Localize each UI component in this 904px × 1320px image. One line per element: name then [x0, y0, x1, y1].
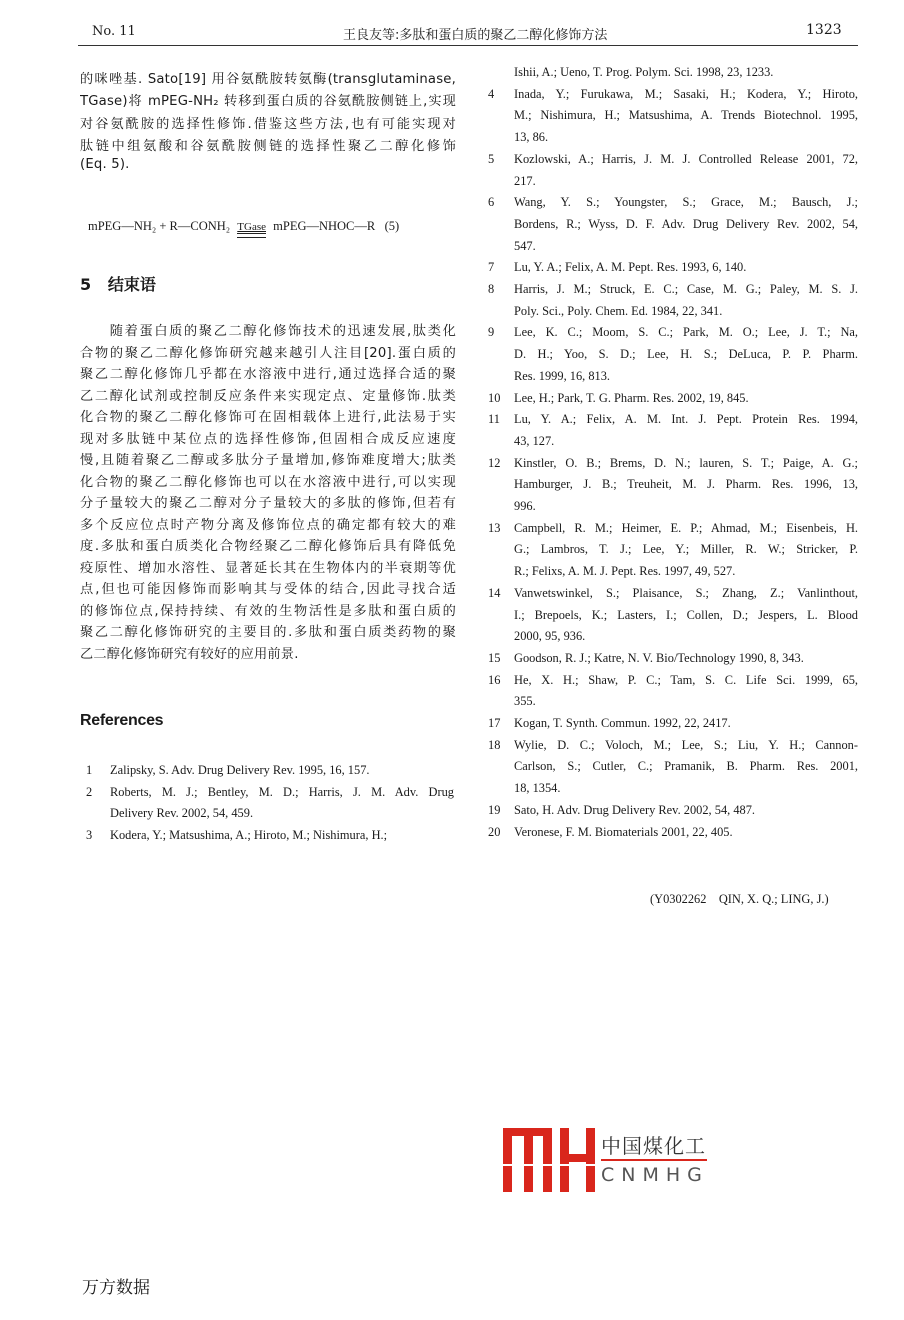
reference-line: Vanwetswinkel, S.; Plaisance, S.; Zhang, Z.; Vanlinthout,: [514, 585, 858, 600]
reference-line: Zalipsky, S. Adv. Drug Delivery Rev. 1995, 16, 157.: [110, 763, 370, 777]
reference-line: M.; Nishimura, H.; Matsushima, A. Trends Biotechnol. 1995,: [514, 108, 858, 123]
reference-number: 9: [488, 325, 495, 340]
reference-number: 15: [488, 650, 501, 665]
reference-line: He, X. H.; Shaw, P. C.; Tam, S. C. Life Sci. 1999, 65,: [514, 672, 858, 687]
reference-line: Carlson, S.; Cutler, C.; Pramanik, B. Pharm. Res. 2001,: [514, 759, 858, 774]
reference-number: 5: [488, 151, 495, 166]
paragraph-line: 乙二醇化修饰研究有较好的应用前景.: [80, 646, 299, 662]
reference-number: 16: [488, 672, 501, 687]
reference-number: 7: [488, 260, 495, 275]
reference-number: 14: [488, 585, 501, 600]
cnmhg-logo: [503, 1128, 713, 1192]
reference-number: 8: [488, 282, 495, 296]
reference-line: D. H.; Yoo, S. D.; Lee, H. S.; DeLuca, P. P. Pharm.: [514, 347, 858, 362]
reference-number: 3: [86, 828, 93, 843]
reference-line: 547.: [514, 238, 536, 253]
paragraph-line: 化合物的聚乙二醇化修饰也可以在水溶液中进行,可以实现: [80, 474, 456, 490]
logo-en-text: CNMHG: [601, 1164, 709, 1186]
paragraph-line: (Eq. 5).: [80, 157, 130, 173]
reference-number: 13: [488, 520, 501, 535]
reference-line: 217.: [514, 173, 536, 188]
reference-number: 1: [86, 763, 93, 777]
reference-line: G.; Lambros, T. J.; Lee, Y.; Miller, R. W.; Stricker, P.: [514, 542, 858, 557]
reference-line: Goodson, R. J.; Katre, N. V. Bio/Technology 1990, 8, 343.: [514, 650, 804, 665]
reference-number: 17: [488, 716, 501, 730]
reference-line: Lee, H.; Park, T. G. Pharm. Res. 2002, 19, 845.: [514, 390, 749, 405]
reference-line: Res. 1999, 16, 813.: [514, 368, 611, 383]
paragraph-line: 慢,且随着聚乙二醇或多肽分子量增加,修饰难度增大;肽类: [80, 453, 456, 468]
reference-line: Kogan, T. Synth. Commun. 1992, 22, 2417.: [514, 716, 731, 730]
reference-line: Bordens, R.; Wyss, D. F. Adv. Drug Delivery Rev. 2002, 54,: [514, 216, 858, 231]
logo-divider: [601, 1159, 707, 1161]
watermark: 万方数据: [82, 1278, 150, 1298]
reference-number: 18: [488, 737, 501, 752]
paragraph-line: 乙二醇化试剂或控制反应条件来实现定点、定量修饰.肽类: [80, 388, 456, 404]
equation-left: mPEG—NH₂ + R—CONH₂: [88, 219, 231, 233]
header-rule: [78, 45, 858, 46]
reference-line: Kodera, Y.; Matsushima, A.; Hiroto, M.; Nishimura, H.;: [110, 828, 388, 843]
equation-5: [88, 219, 399, 238]
paragraph-line: 现对多肽链中某位点的选择性修饰,但固相合成反应速度: [80, 431, 456, 447]
reference-line: Lu, Y. A.; Felix, A. M. Int. J. Pept. Protein Res. 1994,: [514, 412, 858, 427]
paragraph-line: 合物的聚乙二醇化修饰研究越来越引人注目[20].蛋白质的: [80, 345, 456, 361]
reference-number: 4: [488, 86, 495, 101]
section-heading: [80, 272, 156, 295]
reference-line: 13, 86.: [514, 130, 549, 145]
reference-line: 355.: [514, 694, 536, 709]
reference-line: Campbell, R. M.; Heimer, E. P.; Ahmad, M.; Eisenbeis, H.: [514, 520, 858, 535]
reference-line: Lu, Y. A.; Felix, A. M. Pept. Res. 1993, 6, 140.: [514, 260, 747, 275]
reference-line: Inada, Y.; Furukawa, M.; Sasaki, H.; Kodera, Y.; Hiroto,: [514, 86, 858, 101]
reference-line: Lee, K. C.; Moom, S. C.; Park, M. O.; Lee, J. T.; Na,: [514, 325, 858, 340]
paragraph-line: TGase)将 mPEG-NH₂ 转移到蛋白质的谷氨酰胺侧链上,实现: [80, 94, 456, 110]
paragraph-line: 化合物的聚乙二醇化修饰可在固相载体上进行,此法易于实: [80, 410, 456, 425]
reference-number: 11: [488, 412, 500, 427]
reference-line: 996.: [514, 499, 536, 513]
reference-line: 2000, 95, 936.: [514, 629, 586, 644]
mh-logo-mark: [503, 1128, 599, 1192]
running-title: 王良友等:多肽和蛋白质的聚乙二醇化修饰方法: [343, 28, 608, 43]
references-heading: References: [80, 712, 164, 729]
reference-line: Kinstler, O. B.; Brems, D. N.; lauren, S. T.; Paige, A. G.;: [514, 455, 858, 470]
paragraph-line: 聚乙二醇化修饰几乎都在水溶液中进行,通过选择合适的聚: [80, 367, 456, 382]
reference-line: Wylie, D. C.; Voloch, M.; Lee, S.; Liu, Y. H.; Cannon-: [514, 737, 858, 752]
issue-number: No. 11: [92, 24, 136, 39]
equation-number: (5): [384, 219, 400, 233]
equation-right: mPEG—NHOC—R: [273, 219, 376, 233]
paragraph-line: 聚乙二醇化修饰研究的主要目的.多肽和蛋白质类药物的聚: [80, 625, 456, 640]
paragraph-line: 度.多肽和蛋白质类化合物经聚乙二醇化修饰后具有降低免: [80, 539, 456, 554]
page-number: 1323: [806, 22, 842, 38]
reference-line: Roberts, M. J.; Bentley, M. D.; Harris, J. M. Adv. Drug: [110, 784, 454, 799]
reference-number: 20: [488, 824, 501, 839]
reference-number: 19: [488, 802, 501, 817]
equilibrium-arrow: [233, 222, 270, 238]
section-title: 结束语: [107, 275, 156, 294]
reference-line: Kozlowski, A.; Harris, J. M. J. Controlled Release 2001, 72,: [514, 151, 858, 166]
paragraph-line: 多个反应位点时产物分离及修饰位点的确定都有较大的难: [80, 517, 456, 533]
editor-signature: (Y0302262 QIN, X. Q.; LING, J.): [650, 892, 829, 906]
reference-number: 2: [86, 784, 93, 799]
equation-catalyst: TGase: [237, 221, 267, 233]
reference-line: Harris, J. M.; Struck, E. C.; Case, M. G.; Paley, M. S. J.: [514, 282, 858, 296]
paragraph-line: 的修饰位点,保持持续、有效的生物活性是多肽和蛋白质的: [80, 603, 456, 619]
logo-cn-text: 中国煤化工: [601, 1134, 706, 1158]
reference-number: 10: [488, 390, 501, 405]
reference-line: Hamburger, J. B.; Treuheit, M. J. Pharm. Res. 1996, 13,: [514, 477, 858, 492]
reference-number: 6: [488, 195, 495, 210]
section-number: 5: [80, 275, 92, 294]
reference-line: Ishii, A.; Ueno, T. Prog. Polym. Sci. 1998, 23, 1233.: [514, 65, 774, 79]
reference-line: Sato, H. Adv. Drug Delivery Rev. 2002, 54, 487.: [514, 802, 756, 817]
reference-line: Delivery Rev. 2002, 54, 459.: [110, 806, 254, 821]
reference-line: I.; Brepoels, K.; Lasters, I.; Collen, D.; Jespers, L. Blood: [514, 607, 858, 622]
paragraph-line: 对谷氨酰胺的选择性修饰.借鉴这些方法,也有可能实现对: [80, 116, 456, 132]
paragraph-line: 点,但也可能因修饰而影响其与受体的结合,因此寻找合适: [80, 582, 456, 597]
reference-line: Veronese, F. M. Biomaterials 2001, 22, 405.: [514, 824, 733, 839]
paragraph-line: 分子量较大的聚乙二醇对分子量较大的多肽的修饰,但若有: [80, 496, 456, 511]
reference-number: 12: [488, 455, 501, 470]
reference-line: 43, 127.: [514, 433, 555, 448]
paragraph-line: 肽链中组氨酸和谷氨酰胺侧链的选择性聚乙二醇化修饰: [80, 138, 456, 154]
reference-line: R.; Felixs, A. M. J. Pept. Res. 1997, 49, 527.: [514, 564, 736, 579]
paragraph-line: 的咪唑基. Sato[19] 用谷氨酰胺转氨酶(transglutaminase,: [80, 72, 456, 87]
paragraph-line: 疫原性、增加水溶性、显著延长其在生物体内的半衰期等优: [80, 560, 456, 576]
paragraph-line: 随着蛋白质的聚乙二醇化修饰技术的迅速发展,肽类化: [80, 324, 456, 339]
reference-line: Poly. Sci., Poly. Chem. Ed. 1984, 22, 341.: [514, 303, 723, 318]
reference-line: 18, 1354.: [514, 781, 561, 796]
reference-line: Wang, Y. S.; Youngster, S.; Grace, M.; Bausch, J.;: [514, 195, 858, 210]
